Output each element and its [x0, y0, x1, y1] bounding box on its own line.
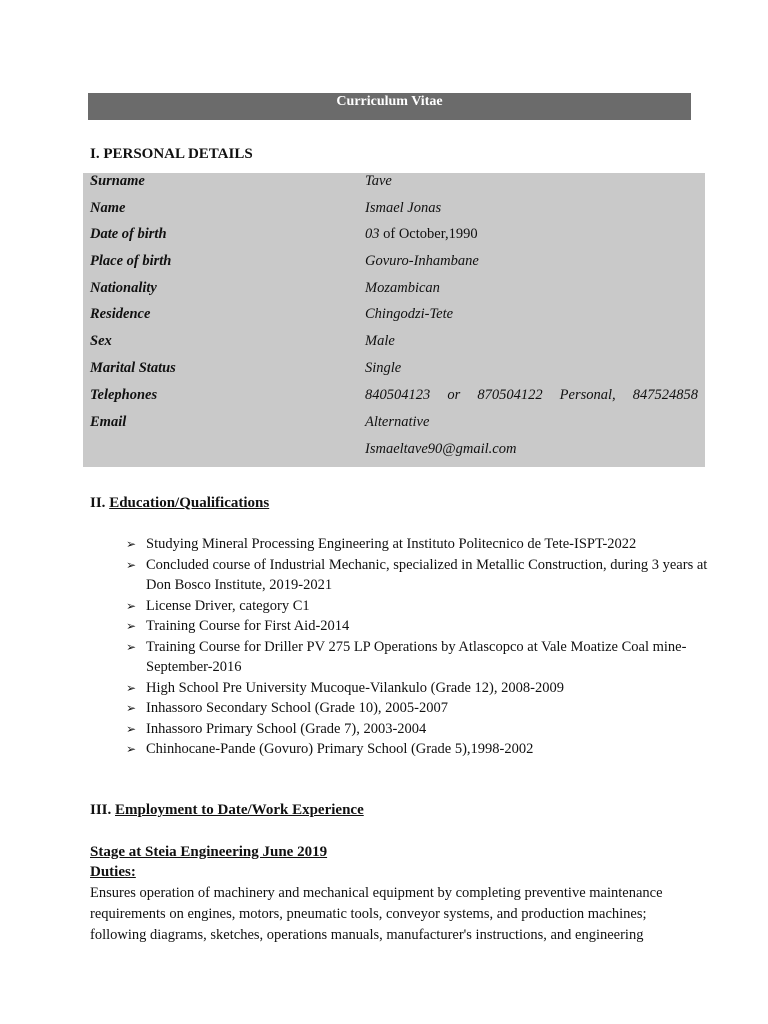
education-item: ➢ Inhassoro Secondary School (Grade 10), 2005-2007 — [90, 698, 710, 719]
personal-details-table — [83, 173, 705, 467]
cv-title-bar — [88, 93, 691, 120]
education-item: ➢ License Driver, category C1 — [90, 596, 710, 617]
education-item: ➢ Training Course for First Aid-2014 — [90, 616, 710, 637]
duties-text: Ensures operation of machinery and mechanical equipment by completing preventive maintenance requirements on engines, motors, pneumatic tools, conveyor systems, and production machines; following diagrams, sketches, operations manuals, manufacturer's instructions, and engineering — [90, 885, 663, 943]
education-item: ➢ Chinhocane-Pande (Govuro) Primary School (Grade 5),1998-2002 — [90, 739, 710, 760]
arrow-bullet-icon: ➢ — [126, 598, 137, 613]
personal-details-heading: I. PERSONAL DETAILS — [90, 146, 253, 162]
education-list — [90, 534, 710, 760]
cv-title: Curriculum Vitae — [336, 94, 443, 109]
education-item: ➢ Training Course for Driller PV 275 LP Operations by Atlascopco at Vale Moatize Coal mine-September-2016 — [126, 638, 687, 675]
detail-row-residence — [83, 306, 705, 333]
arrow-bullet-icon: ➢ — [126, 721, 137, 736]
detail-label: Telephones — [90, 387, 158, 403]
detail-row-marital-status — [83, 360, 705, 387]
detail-label: Marital Status — [90, 360, 176, 376]
birth-day: 03 — [365, 226, 380, 242]
detail-label: Nationality — [90, 280, 157, 296]
education-item: ➢ Studying Mineral Processing Engineering at Instituto Politecnico de Tete-ISPT-2022 — [90, 534, 710, 555]
detail-row-sex — [83, 333, 705, 360]
detail-row-name — [83, 200, 705, 227]
detail-row-place-of-birth — [83, 253, 705, 280]
detail-value: Single — [365, 360, 402, 376]
detail-value: Alternative — [365, 414, 430, 430]
arrow-bullet-icon: ➢ — [126, 537, 137, 551]
detail-value: Ismael Jonas — [365, 200, 442, 216]
arrow-bullet-icon: ➢ — [126, 742, 137, 756]
detail-label: Email — [90, 414, 127, 430]
detail-row-telephones — [83, 387, 705, 414]
employment-heading — [90, 802, 364, 819]
education-item: ➢ High School Pre University Mucoque-Vilankulo (Grade 12), 2008-2009 — [90, 678, 710, 699]
detail-label: Sex — [90, 333, 112, 349]
detail-value: 840504123 or 870504122 Personal, 847524858 — [365, 387, 698, 403]
employment-heading-text: Employment to Date/Work Experience — [115, 802, 364, 818]
detail-value — [365, 226, 478, 243]
detail-value: Chingodzi-Tete — [365, 306, 454, 322]
arrow-bullet-icon: ➢ — [126, 557, 137, 572]
education-item: ➢ Inhassoro Primary School (Grade 7), 2003-2004 — [90, 719, 710, 740]
detail-row-surname — [83, 173, 705, 200]
duties-label: Duties: — [90, 864, 136, 880]
detail-value: Tave — [365, 173, 392, 189]
detail-label: Residence — [90, 306, 151, 322]
detail-value: Govuro-Inhambane — [365, 253, 479, 269]
arrow-bullet-icon: ➢ — [126, 701, 137, 715]
arrow-bullet-icon: ➢ — [126, 639, 137, 654]
employment-heading-number: III. — [90, 802, 116, 818]
detail-label: Surname — [90, 173, 145, 189]
arrow-bullet-icon: ➢ — [126, 619, 137, 633]
birth-month-year: of October,1990 — [379, 226, 478, 242]
detail-row-email — [83, 414, 705, 441]
education-heading-number: II. — [90, 495, 110, 511]
education-item: ➢ Concluded course of Industrial Mechanic, specialized in Metallic Construction, during 3 years at Don Bosco Institute, 2019-2021 — [126, 556, 708, 593]
detail-row-date-of-birth — [83, 226, 705, 253]
education-heading — [90, 495, 269, 512]
detail-value: Male — [365, 333, 395, 349]
detail-label: Place of birth — [90, 253, 172, 269]
detail-value: Mozambican — [365, 280, 440, 296]
detail-value: Ismaeltave90@gmail.com — [365, 441, 517, 457]
stage-title: Stage at Steia Engineering June 2019 — [90, 844, 328, 860]
detail-label: Date of birth — [90, 226, 167, 242]
detail-row-nationality — [83, 280, 705, 307]
detail-label: Name — [90, 200, 126, 216]
arrow-bullet-icon: ➢ — [126, 680, 137, 695]
detail-row-email-address — [83, 441, 705, 468]
education-heading-text: Education/Qualifications — [109, 495, 270, 511]
